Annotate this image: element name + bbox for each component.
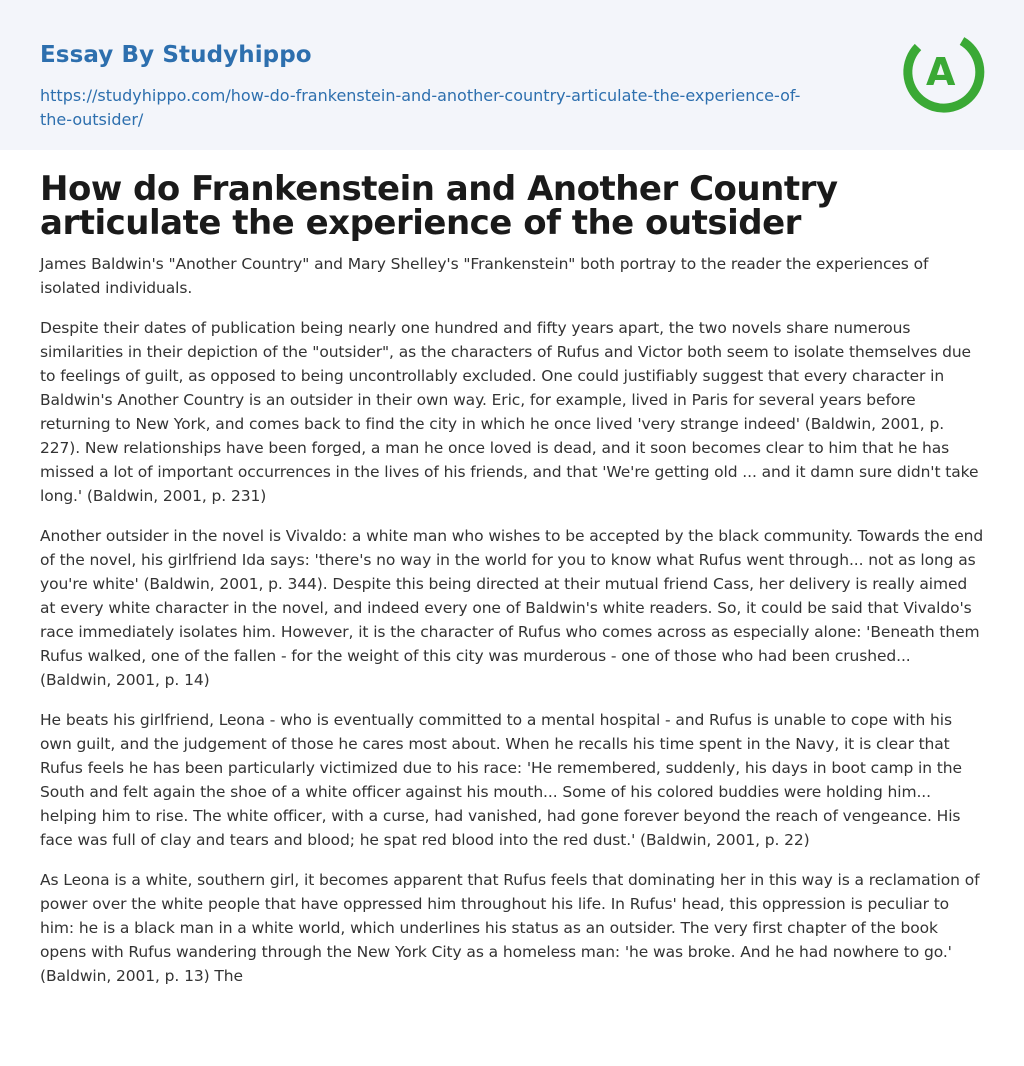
studyhippo-logo-icon[interactable] [900, 29, 986, 115]
essay-paragraph: Another outsider in the novel is Vivaldo: a white man who wishes to be accepted by the black community. Towards the end of the novel, his girlfriend Ida says: 'there's no way in the world for you to know what Rufus went through... not as long as you're white' (Baldwin, 2001, p. 344). Despite this being directed at their mutual friend Cass, her delivery is really aimed at every white character in the novel, and indeed every one of Baldwin's white readers. So, it could be said that Vivaldo's race immediately isolates him. However, it is the character of Rufus who comes across as especially alone: 'Beneath them Rufus walked, one of the fallen - for the weight of this city was murderous - one of those who had been crushed... (Baldwin, 2001, p. 14) [40, 527, 984, 689]
site-header [0, 0, 1024, 150]
essay-paragraph: He beats his girlfriend, Leona - who is eventually committed to a mental hospital - and Rufus is unable to cope with his own guilt, and the judgement of those he cares most about. When he recalls his time spent in the Navy, it is clear that Rufus feels he has been particularly victimized due to his race: 'He remembered, suddenly, his days in boot camp in the South and felt again the shoe of a white officer against his mouth... Some of his colored buddies were holding him... helping him to rise. The white officer, with a curse, had vanished, had gone forever beyond the reach of vengeance. His face was full of clay and tears and blood; he spat red blood into the red dust.' (Baldwin, 2001, p. 22) [40, 711, 962, 849]
essay-paragraph: As Leona is a white, southern girl, it becomes apparent that Rufus feels that dominating her in this way is a reclamation of power over the white people that have oppressed him throughout his life. In Rufus' head, this oppression is peculiar to him: he is a black man in a white world, which underlines his status as an outsider. The very first chapter of the book opens with Rufus wandering through the New York City as a homeless man: 'he was broke. And he had nowhere to go.' (Baldwin, 2001, p. 13) The [40, 871, 980, 985]
essay-content [0, 150, 1024, 988]
essay-paragraph: James Baldwin's "Another Country" and Mary Shelley's "Frankenstein" both portray to the reader the experiences of isolated individuals. [40, 255, 929, 297]
essay-url-link[interactable]: https://studyhippo.com/how-do-frankenstein-and-another-country-articulate-the-experience-of-the-outsider/ [40, 86, 801, 129]
logo-letter: A [926, 50, 956, 94]
essay-paragraph: Despite their dates of publication being nearly one hundred and fifty years apart, the two novels share numerous similarities in their depiction of the "outsider", as the characters of Rufus and Victor both seem to isolate themselves due to feelings of guilt, as opposed to being uncontrollably excluded. One could justifiably suggest that every character in Baldwin's Another Country is an outsider in their own way. Eric, for example, lived in Paris for several years before returning to New York, and comes back to find the city in which he once lived 'very strange indeed' (Baldwin, 2001, p. 227). New relationships have been forged, a man he once loved is dead, and it soon becomes clear to him that he has missed a lot of important occurrences in the lives of his friends, and that 'We're getting old ... and it damn sure didn't take long.' (Baldwin, 2001, p. 231) [40, 319, 979, 505]
site-brand[interactable]: Essay By Studyhippo [40, 42, 312, 68]
essay-title: How do Frankenstein and Another Country articulate the experience of the outsider [40, 169, 838, 243]
